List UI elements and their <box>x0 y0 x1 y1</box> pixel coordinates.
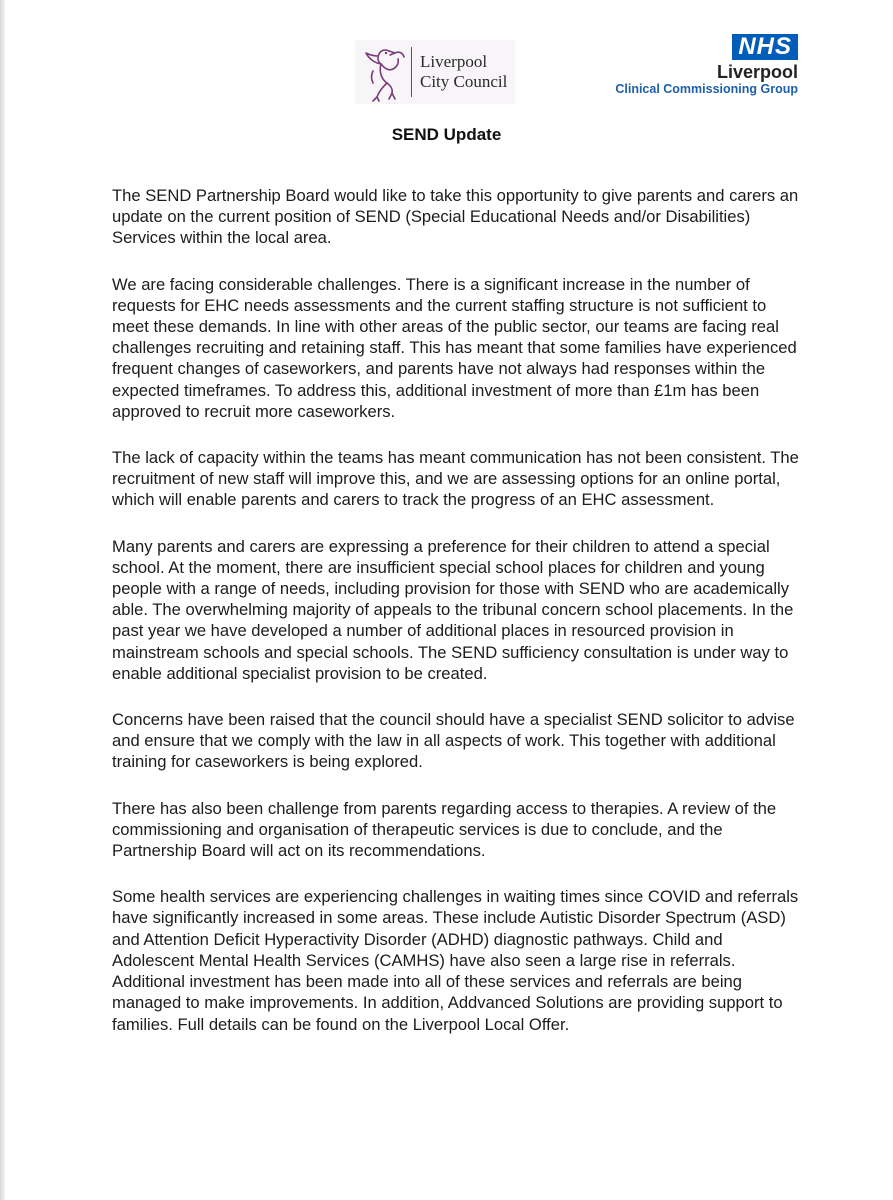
document-header <box>0 30 893 110</box>
paragraph-challenges: We are facing considerable challenges. There is a significant increase in the number of requests for EHC needs assessments and the current staffing structure is not sufficient to meet these demands. In line with other areas of the public sector, our teams are facing real challenges recruiting and retaining staff. This has meant that some families have experienced frequent changes of caseworkers, and parents have not always had responses within the expected timeframes. To address this, additional investment of more than £1m has been approved to recruit more caseworkers. <box>112 274 797 421</box>
page-edge-shadow <box>0 0 5 1200</box>
nhs-organisation-subtitle: Clinical Commissioning Group <box>615 82 798 96</box>
document-body <box>112 185 802 1060</box>
liverpool-city-council-logo <box>355 40 515 104</box>
logo-divider <box>411 47 412 97</box>
paragraph-health-services: Some health services are experiencing challenges in waiting times since COVID and referrals have significantly increased in some areas. These include Autistic Disorder Spectrum (ASD) and Attention Deficit Hyperactivity Disorder (ADHD) diagnostic pathways. Child and Adolescent Mental Health Services (CAMHS) have also seen a large rise in referrals. Additional investment has been made into all of these services and referrals are being managed to make improvements. In addition, Addvanced Solutions are providing support to families. Full details can be found on the Liverpool Local Offer. <box>112 887 799 1034</box>
paragraph-intro: The SEND Partnership Board would like to take this opportunity to give parents and carers an update on the current position of SEND (Special Educational Needs and/or Disabilities) Services within the local area. <box>112 186 799 248</box>
council-name <box>420 52 507 92</box>
liver-bird-icon <box>359 41 409 103</box>
council-name-line2: City Council <box>420 72 508 91</box>
paragraph-therapies: There has also been challenge from parents regarding access to therapies. A review of the commissioning and organisation of therapeutic services is due to conclude, and the Partnership Board will act on its recommendations. <box>112 798 777 861</box>
council-name-line1: Liverpool <box>420 52 488 71</box>
nhs-liverpool-ccg-logo <box>578 34 798 97</box>
nhs-badge: NHS <box>732 34 798 60</box>
paragraph-special-schools: Many parents and carers are expressing a preference for their children to attend a special school. At the moment, there are insufficient special school places for children and young people with a range of needs, including provision for those with SEND who are academically able. The overwhelming majority of appeals to the tribunal concern school placements. In the past year we have developed a number of additional places in resourced provision in mainstream schools and special schools. The SEND sufficiency consultation is under way to enable additional specialist provision to be created. <box>112 536 794 683</box>
paragraph-solicitor: Concerns have been raised that the council should have a specialist SEND solicitor to advise and ensure that we comply with the law in all aspects of work. This together with additional training for caseworkers is being explored. <box>112 710 795 772</box>
document-title: SEND Update <box>391 125 502 144</box>
nhs-organisation-name: Liverpool <box>716 62 798 82</box>
paragraph-communication: The lack of capacity within the teams has meant communication has not been consistent. The recruitment of new staff will improve this, and we are assessing options for an online portal, which will enable parents and carers to track the progress of an EHC assessment. <box>112 448 799 510</box>
